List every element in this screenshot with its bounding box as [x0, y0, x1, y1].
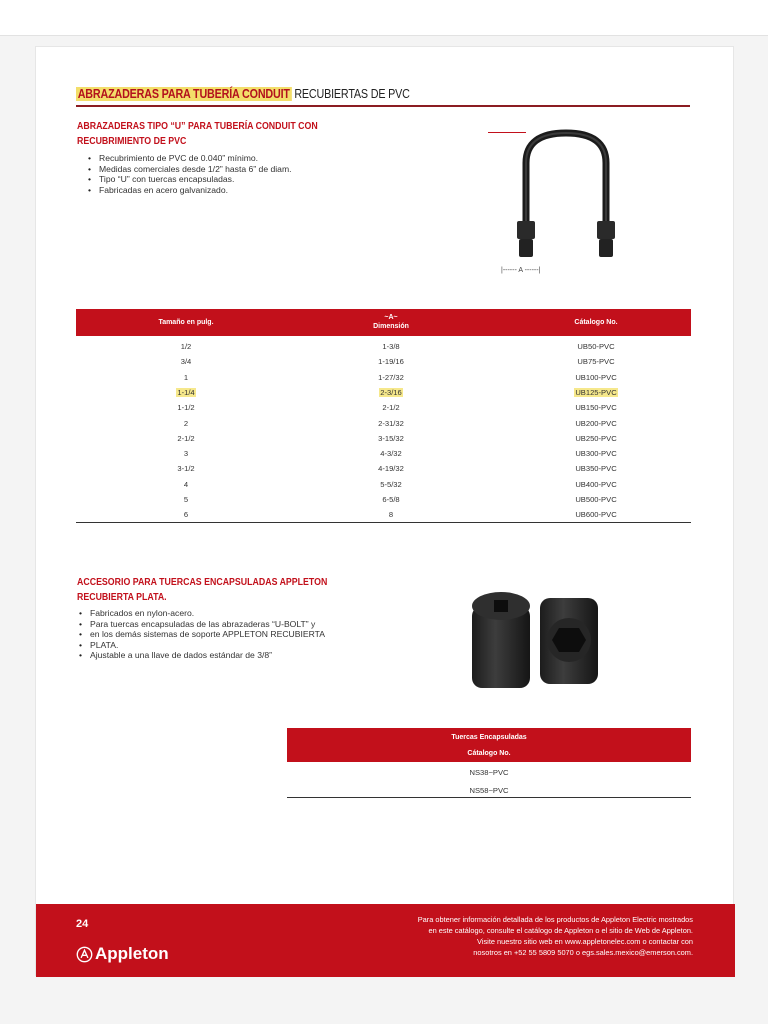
table-row	[76, 431, 691, 446]
table-cell-dim	[311, 403, 471, 412]
table-cell-text: 2-1/2	[382, 403, 400, 413]
table-cell-text: UB200-PVC	[575, 418, 617, 428]
footer-line: nosotros en +52 55 5809 5070 o egs.sales.mexico@emerson.com.	[473, 948, 693, 957]
footer-line: Para obtener información detallada de los productos de Appleton Electric mostrados	[417, 915, 693, 924]
table-cell-dim	[311, 510, 471, 519]
list-item: • Fabricados en nylon-acero.	[79, 608, 369, 619]
table-cell-size	[76, 480, 296, 489]
page-title-rest: RECUBIERTAS DE PVC	[294, 87, 410, 101]
section2-title	[77, 575, 341, 605]
section2-title-line2: RECUBIERTA PLATA.	[77, 592, 167, 603]
table-row	[76, 477, 691, 492]
table-cell-text: UB300-PVC	[575, 449, 617, 459]
table-cell-dim	[311, 464, 471, 473]
table-cell-catalog	[516, 434, 676, 443]
table-cell-dim	[311, 388, 471, 397]
table-cell-size	[76, 373, 296, 382]
table2-bottom-rule	[287, 797, 691, 798]
table-cell-text: 2-1/2	[177, 433, 195, 443]
section1-title-line1: ABRAZADERAS TIPO “U” PARA TUBERÍA CONDUIT CON	[77, 121, 318, 132]
table-cell-text: 1-1/2	[177, 403, 195, 413]
table-cell-text: 5	[183, 495, 189, 504]
column-header-dimension-line2: Dimensión	[373, 323, 409, 330]
table-cell-text: UB100-PVC	[575, 372, 617, 382]
footer-line: en este catálogo, consulte el catálogo de Appleton o el sitio de Web de Appleton.	[428, 926, 693, 935]
table-cell-text: 3	[183, 449, 189, 459]
table-cell-text: UB350-PVC	[575, 464, 617, 474]
table-cell-catalog	[516, 419, 676, 428]
column-header-catalog: Cátalogo No.	[574, 319, 618, 326]
table-cell-catalog	[516, 357, 676, 366]
table-row	[287, 783, 691, 798]
section2-bullets	[79, 608, 369, 661]
table-cell-catalog	[516, 510, 676, 519]
table-cell-dim	[311, 419, 471, 428]
table-cell-text: UB125-PVC	[575, 387, 617, 397]
table-cell-catalog	[516, 388, 676, 397]
table-cell-text: 3-1/2	[177, 464, 195, 474]
table-cell-text: 1-27/32	[378, 372, 404, 382]
table-cell-text: 4	[183, 479, 189, 489]
table-cell-size	[76, 495, 296, 504]
table-cell-dim	[311, 495, 471, 504]
list-item: • Recubrimiento de PVC de 0.040” mínimo.	[88, 153, 348, 164]
logo-text: Appleton	[95, 944, 169, 963]
list-item: • Tipo “U” con tuercas encapsuladas.	[88, 174, 348, 185]
table-cell-text: 2	[183, 418, 189, 428]
catalog-page	[35, 46, 734, 976]
list-item: • Fabricadas en acero galvanizado.	[88, 185, 348, 196]
table-cell-text: 4-19/32	[378, 464, 404, 474]
table-row	[76, 354, 691, 369]
table-row	[287, 765, 691, 780]
column-header-dimension	[311, 313, 471, 331]
table-cell-catalog: NS58~PVC	[469, 786, 509, 795]
table-cell-text: 1-19/16	[378, 357, 404, 367]
table-row	[76, 492, 691, 507]
table-cell-text: UB250-PVC	[575, 433, 617, 443]
table-cell-text: UB400-PVC	[575, 479, 617, 489]
column-header-size: Tamaño en pulg.	[158, 319, 214, 326]
appleton-logo-icon	[76, 946, 93, 963]
table-cell-catalog	[516, 449, 676, 458]
page-title-bar	[76, 87, 690, 107]
table-cell-size	[76, 388, 296, 397]
column-header-dimension-line1: ~A~	[384, 314, 398, 321]
table-cell-dim	[311, 449, 471, 458]
table-row	[76, 400, 691, 415]
page-title	[76, 87, 604, 101]
table-cell-text: 1-3/8	[382, 342, 400, 351]
table-cell-catalog	[516, 495, 676, 504]
table2-header	[287, 728, 691, 762]
section1-title	[77, 119, 341, 149]
table-cell-text: 1-1/4	[177, 387, 195, 397]
table-row	[76, 446, 691, 461]
table-cell-text: UB50-PVC	[577, 342, 615, 351]
table-cell-size	[76, 342, 296, 351]
table-cell-size	[76, 357, 296, 366]
list-item: • Ajustable a una llave de dados estándar de 3/8”	[79, 650, 369, 661]
dimension-a-label: |------ A ------|	[501, 267, 541, 274]
appleton-logo	[76, 944, 169, 964]
table-cell-catalog	[516, 480, 676, 489]
encapsulated-nuts-image	[454, 576, 626, 698]
table-cell-text: 5-5/32	[380, 479, 402, 489]
table-row	[76, 339, 691, 354]
table-row	[76, 370, 691, 385]
table-cell-size	[76, 434, 296, 443]
table-cell-dim	[311, 357, 471, 366]
table1-header	[76, 309, 691, 336]
table-cell-size	[76, 510, 296, 519]
table-cell-size	[76, 449, 296, 458]
table-row	[76, 416, 691, 431]
table-cell-text: UB500-PVC	[575, 495, 617, 504]
page-title-highlight: ABRAZADERAS PARA TUBERÍA CONDUIT	[77, 87, 290, 101]
table1-bottom-rule	[76, 522, 691, 523]
footer-contact-text	[373, 914, 693, 958]
section2-title-line1: ACCESORIO PARA TUERCAS ENCAPSULADAS APPLETON	[77, 577, 328, 588]
page-footer	[36, 904, 735, 977]
table-cell-dim	[311, 373, 471, 382]
table-cell-catalog	[516, 464, 676, 473]
section1-title-line2: RECUBRIMIENTO DE PVC	[77, 136, 187, 147]
table-cell-catalog	[516, 373, 676, 382]
table-cell-text: 2-31/32	[378, 418, 404, 428]
table-cell-text: UB75-PVC	[577, 357, 615, 367]
column-header-nuts: Tuercas Encapsuladas	[451, 734, 527, 741]
list-item: • Para tuercas encapsuladas de las abrazaderas “U-BOLT” y	[79, 619, 369, 630]
table-cell-dim	[311, 342, 471, 351]
table-cell-text: UB600-PVC	[575, 510, 617, 520]
table-cell-text: 1/2	[180, 342, 192, 351]
list-item: • en los demás sistemas de soporte APPLETON RECUBIERTA	[79, 629, 369, 640]
page-number: 24	[76, 918, 89, 930]
table-cell-text: 8	[388, 510, 394, 520]
table-cell-text: UB150-PVC	[575, 403, 617, 413]
list-item: • Medidas comerciales desde 1/2” hasta 6” de diam.	[88, 164, 348, 175]
table-cell-text: 6	[183, 510, 189, 520]
section1-bullets	[88, 153, 348, 195]
list-item: • PLATA.	[79, 640, 369, 651]
table-row	[76, 507, 691, 522]
table-cell-catalog	[516, 342, 676, 351]
table-cell-text: 3/4	[180, 357, 192, 367]
table-cell-catalog	[516, 403, 676, 412]
table-row	[76, 461, 691, 476]
table-cell-text: 3-15/32	[378, 433, 404, 443]
viewer-top-bar	[0, 0, 768, 36]
table-cell-dim	[311, 434, 471, 443]
column-header-nuts-catalog: Cátalogo No.	[467, 750, 511, 757]
table-cell-size	[76, 419, 296, 428]
u-bolt-image	[486, 123, 646, 283]
table-cell-dim	[311, 480, 471, 489]
table-cell-text: 6-5/8	[382, 495, 400, 504]
table-cell-text: 2-3/16	[380, 387, 402, 397]
table-cell-size	[76, 403, 296, 412]
table-cell-catalog: NS38~PVC	[469, 768, 509, 777]
table-cell-text: 4-3/32	[380, 449, 402, 459]
table-cell-size	[76, 464, 296, 473]
table-cell-text: 1	[183, 372, 189, 382]
footer-line: Visite nuestro sitio web en www.appletonelec.com o contactar con	[477, 937, 693, 946]
table-row	[76, 385, 691, 400]
